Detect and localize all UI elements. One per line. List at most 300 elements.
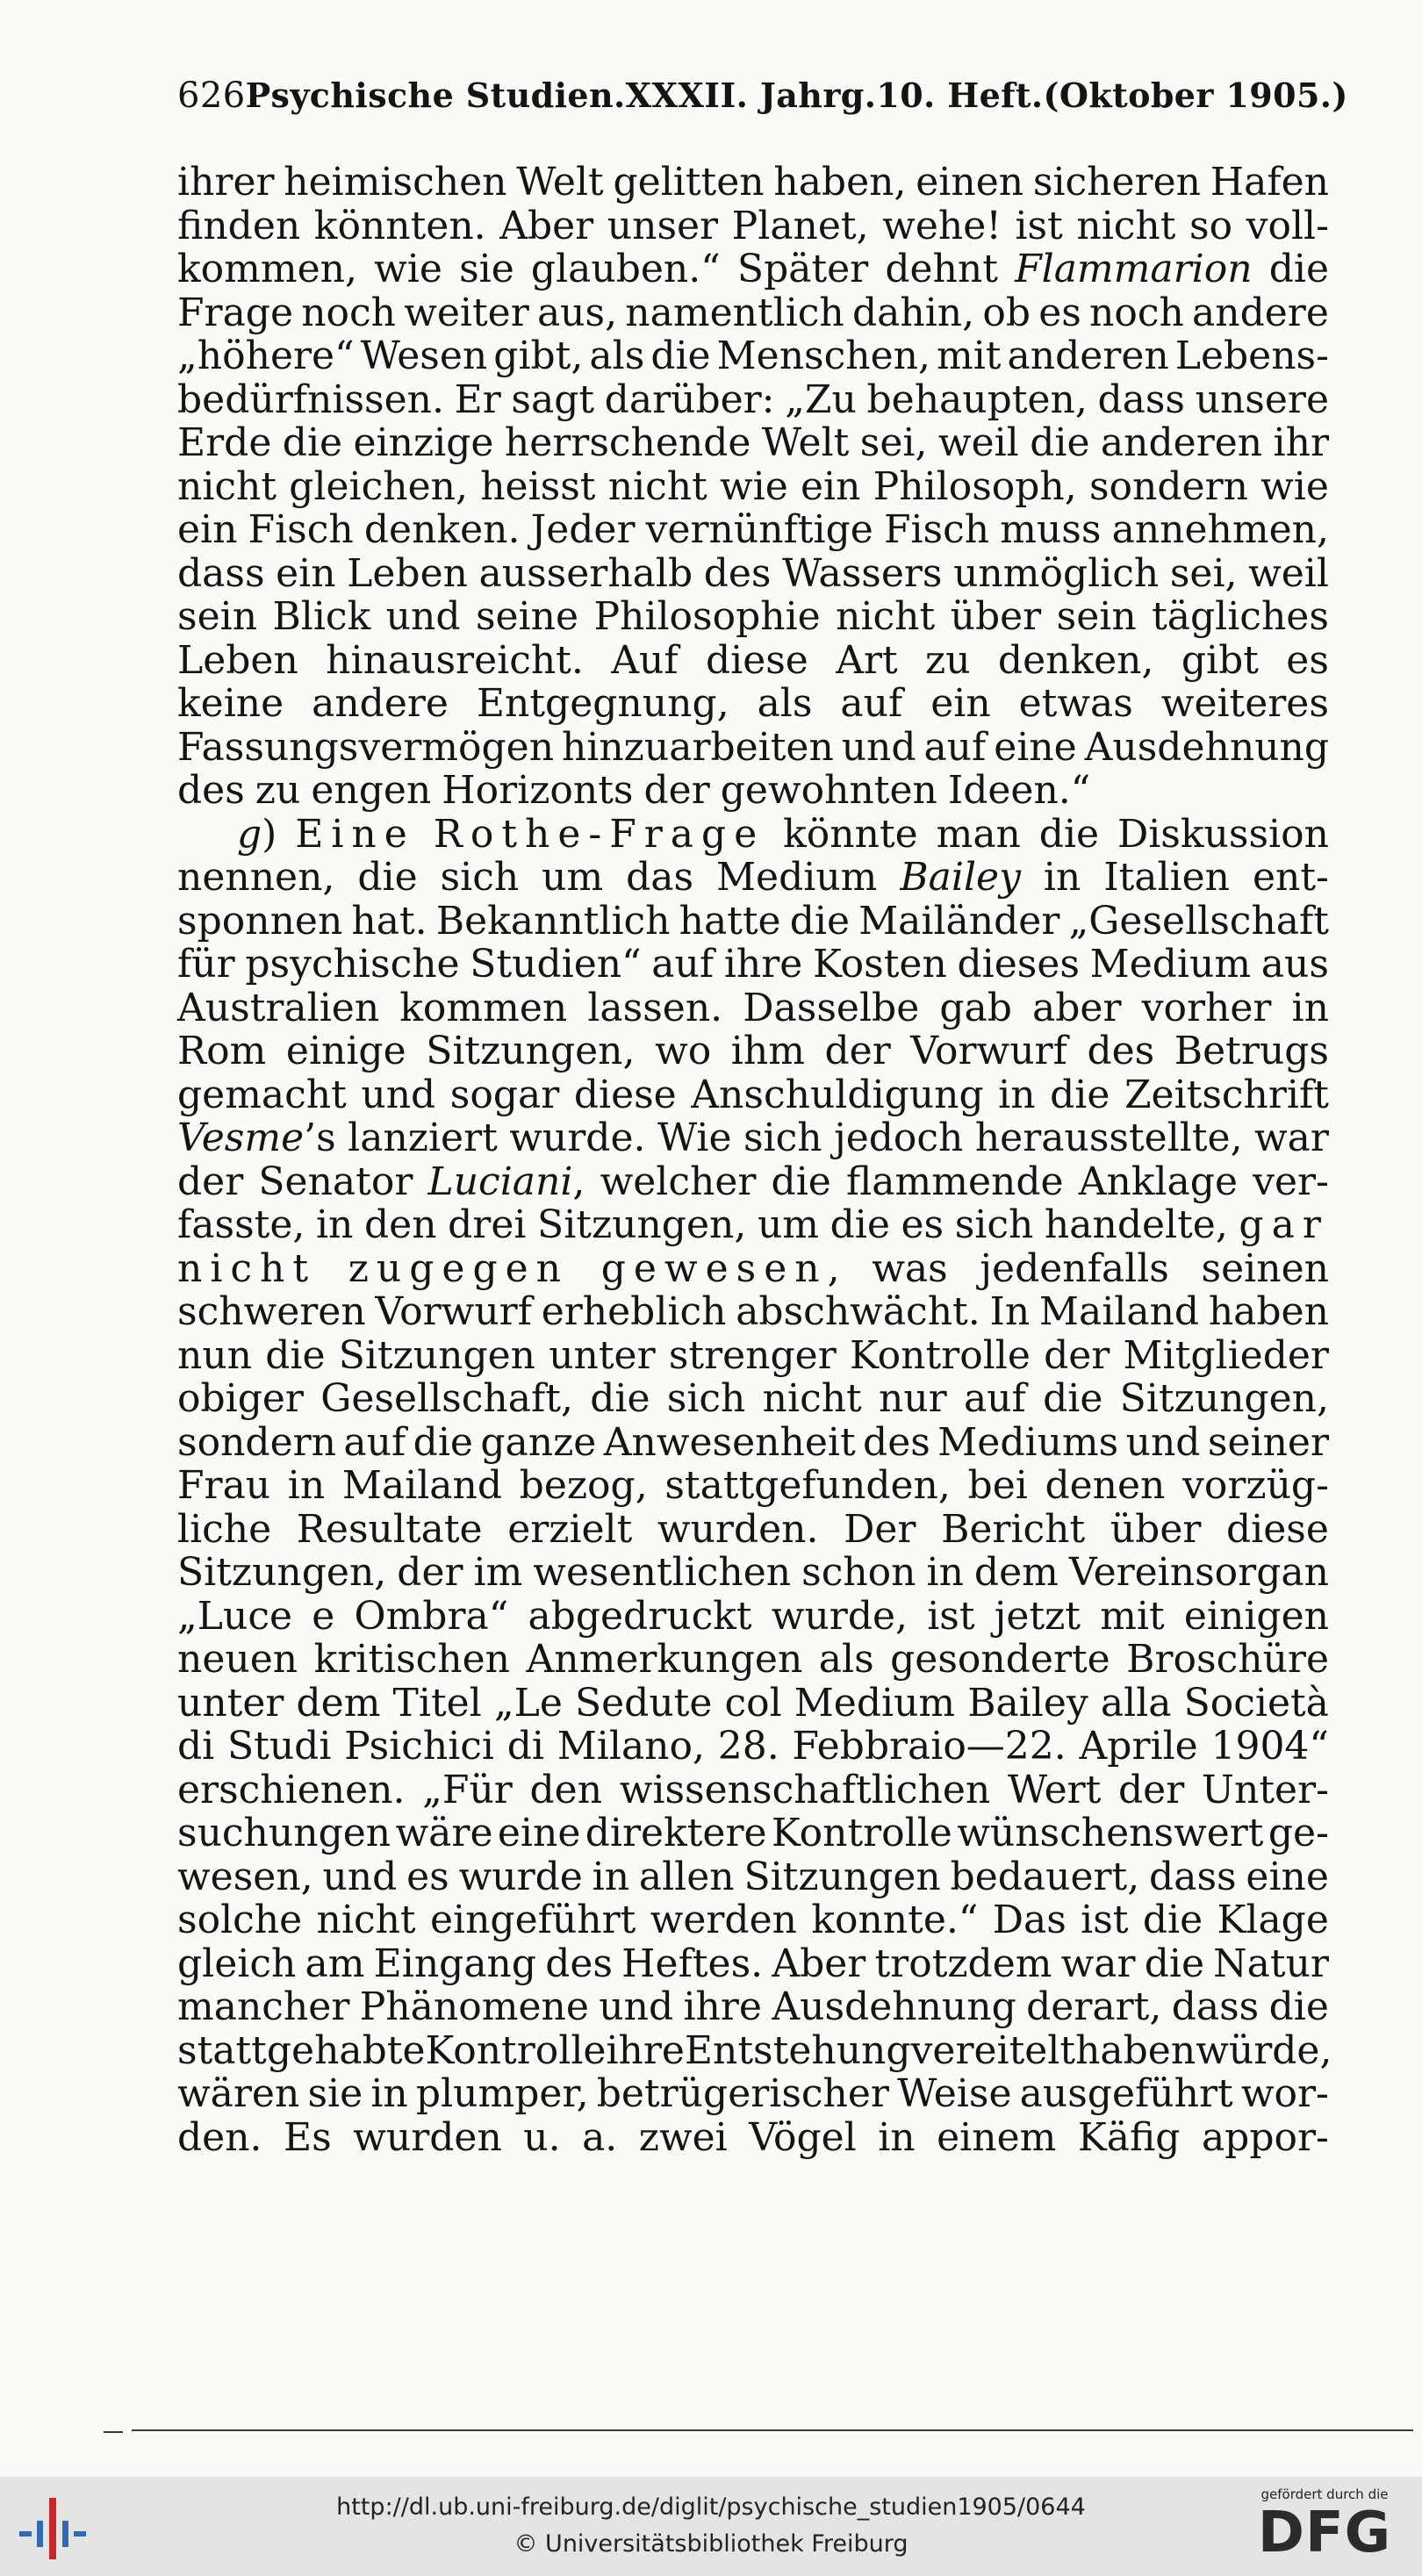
- word: gewohnten: [720, 768, 937, 813]
- word: behaupten,: [866, 377, 1088, 422]
- word: man: [936, 811, 1021, 857]
- word: aus: [1260, 942, 1329, 987]
- word: Entgegnung,: [476, 681, 729, 726]
- text-line: [177, 1203, 1329, 1247]
- word: Medium: [716, 855, 878, 900]
- text-line: [177, 1030, 1329, 1073]
- word: nicht: [316, 1898, 416, 1942]
- word: eine: [1246, 1854, 1329, 1899]
- word: Società: [1183, 1680, 1329, 1726]
- word: annehmen,: [1111, 507, 1329, 552]
- word: betrügerischer: [596, 2071, 889, 2116]
- word: Horizonts: [442, 768, 634, 813]
- word: den: [364, 1202, 437, 1247]
- word: ist: [1015, 203, 1063, 248]
- word: in: [287, 1463, 326, 1508]
- text-line: [177, 1985, 1329, 2029]
- word: direktere: [585, 1811, 767, 1855]
- word: sich: [440, 855, 520, 900]
- word: nicht: [836, 594, 936, 639]
- word: zugegen: [348, 1245, 570, 1291]
- word: Mediums: [937, 1419, 1119, 1465]
- word: obiger: [177, 1376, 304, 1421]
- word: nicht: [177, 463, 277, 509]
- word: Anmerkungen: [526, 1637, 803, 1682]
- word: Hafen: [1210, 160, 1329, 205]
- text-line: [177, 291, 1329, 335]
- text-line: [177, 421, 1329, 465]
- word: nennen,: [177, 855, 335, 900]
- text-line: [177, 2072, 1329, 2116]
- word: seiner: [1207, 1419, 1329, 1465]
- text-line: [177, 1682, 1329, 1726]
- word: Ombra“: [354, 1593, 509, 1639]
- word: sogar: [449, 1072, 560, 1117]
- word: Zeitschrift: [1124, 1072, 1329, 1117]
- word: eingeführt: [429, 1898, 636, 1942]
- footer-copyright: © Universitätsbibliothek Freiburg: [514, 2530, 908, 2558]
- word: die: [830, 1202, 890, 1247]
- word: der: [1044, 1332, 1110, 1378]
- word: mancher: [177, 1984, 350, 2029]
- word: einen: [916, 160, 1024, 205]
- word: ein: [177, 507, 238, 552]
- text-line: [177, 1638, 1329, 1682]
- word: der: [1118, 1767, 1185, 1812]
- word: auf: [343, 1419, 406, 1465]
- word: Wassers: [782, 550, 943, 596]
- text-line: [177, 205, 1329, 248]
- word: sagt: [511, 377, 595, 422]
- word: haben: [1075, 2027, 1196, 2073]
- text-line: [177, 1073, 1329, 1117]
- word: des: [177, 768, 245, 813]
- word: stattgehabte: [177, 2027, 426, 2073]
- word: aber: [1032, 985, 1122, 1030]
- word: als: [818, 1637, 874, 1682]
- word: im: [473, 1550, 523, 1595]
- word: gibt: [1181, 637, 1259, 683]
- word: Vögel: [749, 2114, 857, 2160]
- word: dahin,: [851, 290, 975, 335]
- word: Fisch: [883, 507, 990, 552]
- word: Titel: [392, 1680, 482, 1726]
- word: Anklage: [1078, 1159, 1238, 1204]
- word: Menschen,: [716, 334, 930, 378]
- word: dass: [1149, 1854, 1237, 1899]
- word: etwas: [1018, 681, 1133, 726]
- word: unser: [607, 203, 719, 248]
- word: wissenschaftlichen: [619, 1767, 991, 1812]
- word: schon: [801, 1550, 916, 1595]
- word: bei: [967, 1463, 1028, 1508]
- word: Wie: [657, 1116, 732, 1160]
- word: andere: [312, 681, 449, 726]
- word: Er: [454, 377, 501, 422]
- word: die: [1144, 1941, 1205, 1986]
- word: es: [1286, 637, 1329, 683]
- word: Medium: [794, 1680, 956, 1726]
- word: Der: [844, 1506, 916, 1552]
- word: anderen: [1100, 420, 1263, 465]
- word: tägliches: [1152, 594, 1329, 639]
- word: Frage: [177, 290, 293, 335]
- word: Rom: [177, 1029, 267, 1073]
- word: ausserhalb: [478, 550, 693, 596]
- word: die: [789, 898, 850, 944]
- word: es: [406, 1854, 449, 1899]
- word: Ausdehnung: [1084, 724, 1329, 770]
- word: Febbraio—22.: [792, 1724, 1066, 1769]
- text-line: [177, 1464, 1329, 1508]
- word: psychische: [245, 942, 460, 987]
- word: und: [322, 1854, 398, 1899]
- body-text: [177, 160, 1332, 2160]
- word: konnte.“: [811, 1898, 979, 1942]
- word: ein: [930, 681, 991, 726]
- word: hat.: [351, 898, 427, 944]
- word: solche: [177, 1898, 303, 1942]
- word: auf: [840, 681, 903, 726]
- word: diese: [705, 637, 808, 683]
- word: sei,: [1169, 550, 1238, 596]
- word: Es: [284, 2114, 332, 2160]
- footer-url-link[interactable]: http://dl.ub.uni-freiburg.de/diglit/psychische_studien1905/0644: [336, 2493, 1086, 2521]
- word: Kosten: [812, 942, 947, 987]
- word: über: [950, 594, 1042, 639]
- text-line: [177, 1247, 1329, 1291]
- text-line: [177, 334, 1329, 378]
- word: die: [1038, 811, 1100, 857]
- word: Luciani,: [427, 1159, 585, 1204]
- word: ist: [1081, 1898, 1129, 1942]
- running-title: Psychische Studien.: [245, 75, 626, 115]
- word: der: [177, 1159, 244, 1204]
- word: aus,: [536, 290, 618, 335]
- word: Aber: [499, 203, 594, 248]
- word: als: [589, 334, 645, 378]
- text-line: [177, 987, 1329, 1030]
- word: anderen: [1007, 334, 1169, 378]
- word: kommen,: [177, 247, 357, 291]
- word: Betrugs: [1174, 1029, 1329, 1073]
- word: ihrer: [177, 160, 275, 205]
- word: es: [1038, 290, 1081, 335]
- word: Weise: [897, 2071, 1012, 2116]
- word: lanziert: [348, 1116, 498, 1160]
- footer-rule: [132, 2429, 1413, 2431]
- word: Philosoph,: [873, 463, 1077, 509]
- word: den: [529, 1767, 603, 1812]
- word: wor-: [1240, 2071, 1329, 2116]
- word: di: [506, 1724, 544, 1769]
- word: diese: [573, 1072, 677, 1117]
- text-line: [177, 682, 1329, 726]
- word: ihre: [683, 1984, 762, 2029]
- word: allen: [638, 1854, 735, 1899]
- word: Milano,: [557, 1724, 705, 1769]
- word: sicheren: [1032, 160, 1201, 205]
- word: jetzt: [994, 1593, 1081, 1639]
- word: „Zu: [785, 377, 857, 422]
- word: Gesellschaft,: [320, 1376, 573, 1421]
- word: Später: [736, 247, 869, 291]
- word: auf: [651, 942, 715, 987]
- word: „Le: [493, 1680, 563, 1726]
- word: noch: [1089, 290, 1184, 335]
- word: dem: [296, 1680, 381, 1726]
- word: andere: [1192, 290, 1329, 335]
- word: finden: [177, 203, 301, 248]
- word: könnten.: [313, 203, 486, 248]
- word: seine: [475, 594, 579, 639]
- word: Welt: [761, 420, 850, 465]
- footer-rule-short: [104, 2431, 123, 2433]
- word: der: [397, 1550, 463, 1595]
- word: sondern: [177, 1419, 336, 1465]
- word: und: [1125, 1419, 1201, 1465]
- word: nun: [177, 1332, 253, 1378]
- dfg-caption: gefördert durch die: [1260, 2486, 1389, 2502]
- word: drei: [448, 1202, 527, 1247]
- word: Kontrolle: [771, 1811, 952, 1855]
- word: weiteres: [1160, 681, 1329, 726]
- word: fasste,: [177, 1202, 305, 1247]
- word: trotzdem: [874, 1941, 1052, 1986]
- word: Jeder: [530, 507, 636, 552]
- word: eine: [994, 724, 1077, 770]
- word: gemacht: [177, 1072, 347, 1117]
- text-line: [177, 1855, 1329, 1899]
- word: war: [1060, 1941, 1136, 1986]
- word: hinausreicht.: [326, 637, 584, 683]
- word: Unter-: [1201, 1767, 1329, 1812]
- word: des: [863, 1419, 930, 1465]
- word: appor-: [1201, 2114, 1329, 2160]
- word: „höhere“: [177, 334, 355, 378]
- word: gelitten: [613, 160, 765, 205]
- word: hatte: [679, 898, 781, 944]
- word: namentlich: [625, 290, 844, 335]
- word: voll-: [1246, 203, 1329, 248]
- word: die: [1050, 1072, 1110, 1117]
- word: 1904“: [1210, 1724, 1329, 1769]
- word: weil: [937, 420, 1019, 465]
- text-line: [177, 813, 1329, 857]
- word: Anschuldigung: [691, 1072, 984, 1117]
- word: wären: [177, 2071, 300, 2116]
- word: Leben: [177, 637, 298, 683]
- text-line: [177, 465, 1329, 509]
- word: Kontrolle: [849, 1332, 1031, 1378]
- word: die: [357, 855, 418, 900]
- word: vorher: [1141, 985, 1272, 1030]
- word: Mailand: [341, 1463, 503, 1508]
- word: Phänomene: [359, 1984, 589, 2029]
- issue-date: (Oktober 1905.): [1043, 75, 1348, 115]
- word: wünschenswert: [957, 1811, 1264, 1855]
- word: Käfig: [1077, 2114, 1181, 2160]
- word: Natur: [1213, 1941, 1329, 1986]
- word: schweren: [177, 1289, 366, 1334]
- word: herausstellte,: [974, 1116, 1243, 1160]
- word: noch: [301, 290, 397, 335]
- word: col: [724, 1680, 782, 1726]
- word: Vorwurf: [375, 1289, 532, 1334]
- word: Philosophie: [593, 594, 821, 639]
- word: ein: [276, 550, 336, 596]
- word: und: [599, 1984, 674, 2029]
- word: Wesen: [360, 334, 488, 378]
- word: ihre: [723, 942, 803, 987]
- word: 28.: [717, 1724, 779, 1769]
- text-line: [177, 552, 1329, 596]
- text-line: [177, 639, 1329, 683]
- word: dehnt: [885, 247, 998, 291]
- word: denen: [1045, 1463, 1166, 1508]
- word: nur: [879, 1376, 947, 1421]
- word: ob: [982, 290, 1031, 335]
- word: heimischen: [284, 160, 507, 205]
- word: einigen: [1183, 1593, 1329, 1639]
- word: sich: [954, 1202, 1034, 1247]
- word: ganze: [480, 1419, 597, 1465]
- word: einige: [285, 1029, 406, 1073]
- word: Sedute: [574, 1680, 713, 1726]
- word: wurde.: [509, 1116, 646, 1160]
- word: keine: [177, 681, 284, 726]
- word: für: [177, 942, 235, 987]
- word: Vorwurf: [910, 1029, 1067, 1073]
- word: herrschende: [504, 420, 751, 465]
- word: Dasselbe: [743, 985, 920, 1030]
- word: auf: [923, 724, 987, 770]
- text-line: [177, 1812, 1329, 1855]
- word: Vesme’s: [177, 1116, 336, 1160]
- text-line: [177, 943, 1329, 987]
- word: wurde: [458, 1854, 583, 1899]
- word: in: [315, 1202, 354, 1247]
- word: darüber:: [604, 377, 775, 422]
- word: suchungen: [177, 1811, 391, 1855]
- word: Entstehung: [684, 2027, 911, 2073]
- word: „Für: [422, 1767, 513, 1812]
- word: so: [1189, 203, 1233, 248]
- word: mit: [937, 334, 1002, 378]
- word: um: [757, 1202, 819, 1247]
- word: muss: [1000, 507, 1102, 552]
- word: über: [1110, 1506, 1202, 1552]
- word: Senator: [258, 1159, 413, 1204]
- word: Bailey: [900, 855, 1021, 900]
- word: und: [841, 724, 916, 770]
- word: wesen,: [177, 1854, 313, 1899]
- word: di: [177, 1724, 215, 1769]
- word: Sitzungen: [338, 1332, 535, 1378]
- text-line: [177, 769, 1329, 813]
- word: die: [650, 334, 711, 378]
- word: in: [370, 2071, 408, 2116]
- word: wurde,: [771, 1593, 908, 1639]
- word: das: [626, 855, 694, 900]
- text-line: [177, 1508, 1329, 1552]
- word: nicht: [762, 1376, 862, 1421]
- issue-label: 10. Heft.: [876, 75, 1044, 115]
- word: zwei: [638, 2114, 728, 2160]
- word: mit: [1100, 1593, 1165, 1639]
- word: ein: [800, 463, 861, 509]
- word: Art: [836, 637, 898, 683]
- word: „Gesellschaft: [1068, 898, 1329, 944]
- word: Aber: [772, 1941, 866, 1986]
- word: weiter: [404, 290, 529, 335]
- word: die: [1268, 247, 1329, 291]
- word: unsere: [1195, 377, 1329, 422]
- word: sondern: [1088, 463, 1248, 509]
- word: in: [878, 2114, 916, 2160]
- word: war: [1254, 1116, 1329, 1160]
- text-line: [177, 161, 1329, 205]
- text-line: [177, 595, 1329, 639]
- word: dass: [1171, 1984, 1260, 2029]
- word: diese: [1226, 1506, 1329, 1552]
- word: wo: [655, 1029, 712, 1073]
- word: in: [1043, 855, 1081, 900]
- word: Sitzungen,: [1119, 1376, 1329, 1421]
- word: die: [265, 1332, 326, 1378]
- word: gleich: [177, 1941, 297, 1986]
- word: wie: [374, 247, 442, 291]
- word: und: [361, 1072, 436, 1117]
- text-line: [177, 1116, 1329, 1160]
- text-line: [177, 2116, 1329, 2160]
- volume-label: XXXII. Jahrg.: [625, 75, 877, 115]
- word: Fassungsvermögen: [177, 724, 555, 770]
- word: Anwesenheit: [603, 1419, 856, 1465]
- word: dass: [1097, 377, 1185, 422]
- word: welcher: [600, 1159, 757, 1204]
- word: in: [592, 1854, 630, 1899]
- word: Medium: [1089, 942, 1252, 987]
- word: gesonderte: [890, 1637, 1110, 1682]
- word: Sitzungen,: [426, 1029, 636, 1073]
- word: gab: [939, 985, 1012, 1030]
- word: die: [413, 1419, 473, 1465]
- word: sein: [177, 594, 258, 639]
- word: g): [237, 811, 277, 857]
- word: Vereinsorgan: [1068, 1550, 1329, 1595]
- word: gar: [1239, 1202, 1329, 1247]
- word: wurden.: [657, 1506, 819, 1552]
- word: wurden: [353, 2114, 502, 2160]
- text-line: [177, 378, 1329, 422]
- dfg-logo-icon[interactable]: [1243, 2486, 1406, 2570]
- word: zu: [255, 768, 301, 813]
- word: ge-: [1268, 1811, 1329, 1855]
- word: u.: [523, 2114, 561, 2160]
- text-line: [177, 726, 1329, 770]
- word: unmöglich: [953, 550, 1160, 596]
- word: dass: [177, 550, 265, 596]
- word: alla: [1100, 1680, 1172, 1726]
- word: erzielt: [507, 1506, 633, 1552]
- word: Resultate: [296, 1506, 483, 1552]
- word: handelte,: [1044, 1202, 1228, 1247]
- word: wehe!: [882, 203, 1002, 248]
- word: sie: [307, 2071, 363, 2116]
- word: des: [545, 1941, 614, 1986]
- word: glauben.“: [530, 247, 721, 291]
